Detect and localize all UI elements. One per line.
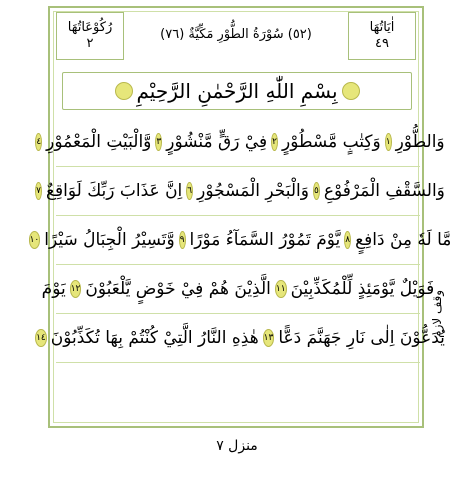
ayah-number-marker: ٩ [179, 231, 186, 249]
ruku-count-value: ٢ [86, 36, 94, 51]
verse-text: مَّا لَهٗ مِنْ دَافِعٍ [355, 230, 452, 250]
verse-text: وَالسَّقْفِ الْمَرْفُوْعِ [323, 181, 445, 201]
verse-text: فِيْ رَقٍّ مَّنْشُوْرٍ [166, 132, 268, 152]
ayah-number-marker: ٦ [186, 182, 193, 200]
ayah-number-marker: ٥ [313, 182, 320, 200]
ayah-count-value: ٤٩ [375, 36, 389, 51]
ayah-number-marker: ١٤ [35, 329, 47, 347]
manzil-footer: منزل ٧ [216, 438, 258, 454]
verse-text: يَوْمَ [41, 279, 66, 299]
ayah-number-marker: ١١ [275, 280, 287, 298]
ayah-number-marker: ١٠ [29, 231, 41, 249]
ayah-number-marker: ١٢ [70, 280, 82, 298]
surah-header [48, 6, 424, 62]
bismillah-banner [62, 72, 412, 110]
ayah-count-box [348, 12, 416, 60]
verse-text: فَوَيْلٌ يَّوْمَئِذٍ لِّلْمُكَذِّبِيْنَ [290, 279, 435, 299]
verse-text: وَّتَسِيْرُ الْجِبَالُ سَيْرًا [44, 230, 175, 250]
ayah-number-marker: ٣ [155, 133, 162, 151]
verse-text: وَّالْبَيْتِ الْمَعْمُوْرِ [46, 132, 152, 152]
ayah-number-marker: ٢ [271, 133, 278, 151]
verse-text: يَّوْمَ تَمُوْرُ السَّمَآءُ مَوْرًا [189, 230, 341, 250]
verse-line [41, 265, 435, 314]
surah-title-text: (٥٢) سُوْرَةُ الطُّوْرِ مَكِّيَّةٌ (٧٦) [160, 27, 312, 42]
ayah-number-marker: ٧ [35, 182, 42, 200]
verse-line [29, 216, 452, 265]
ayah-number-marker: ٨ [344, 231, 351, 249]
ayah-count-label: اٰیَاتُهَا [369, 20, 395, 35]
ayah-number-marker: ١٣ [263, 329, 275, 347]
ruku-count-box [56, 12, 124, 60]
verse-text: اِنَّ عَذَابَ رَبِّكَ لَوَاقِعٌ [45, 181, 183, 201]
verse-text: وَالْبَحْرِ الْمَسْجُوْرِ [197, 181, 309, 201]
surah-title [136, 12, 336, 58]
verse-text: الَّذِيْنَ هُمْ فِيْ خَوْضٍ يَّلْعَبُوْنَ [85, 279, 271, 299]
ayah-number-marker: ١ [385, 133, 392, 151]
verse-line [36, 167, 445, 216]
verse-text: هٰذِهِ النَّارُ الَّتِيْ كُنْتُمْ بِهَا تُكَذِّبُوْنَ [50, 328, 259, 348]
verse-line [36, 118, 445, 167]
ornament-icon [115, 82, 133, 100]
ruku-count-label: رُكُوْعَاتُهَا [67, 20, 113, 35]
verse-text: يُدَعُّوْنَ اِلٰى نَارِ جَهَنَّمَ دَعًّا [278, 328, 445, 348]
waqf-note: وقف لازم [430, 290, 444, 338]
ornament-icon [342, 82, 360, 100]
ayah-number-marker: ٤ [35, 133, 42, 151]
verse-text: وَالطُّوْرِ [395, 132, 445, 152]
bismillah-text: بِسْمِ اللّٰهِ الرَّحْمٰنِ الرَّحِيْمِ [136, 79, 338, 103]
verse-text: وَكِتٰبٍ مَّسْطُوْرٍ [282, 132, 381, 152]
